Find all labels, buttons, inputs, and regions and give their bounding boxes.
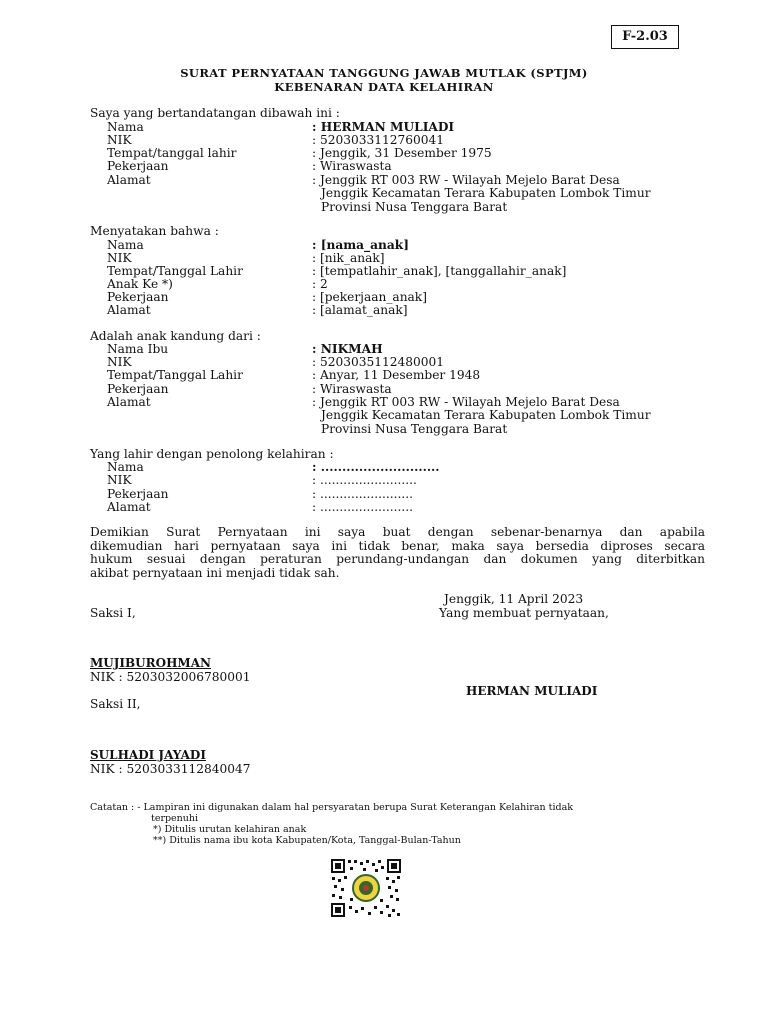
- field-label: Tempat/Tanggal Lahir: [107, 368, 243, 382]
- witness2-nik: NIK : 5203033112840047: [90, 762, 251, 776]
- field-label: Anak Ke *): [107, 277, 173, 291]
- field-label: Alamat: [107, 395, 151, 409]
- maker-label: Yang membuat pernyataan,: [439, 606, 609, 620]
- field-value: : HERMAN MULIADI: [312, 120, 455, 134]
- mother-address-cont: Jenggik Kecamatan Terara Kabupaten Lombok Timur: [321, 408, 651, 422]
- field-label: Alamat: [107, 303, 151, 317]
- closing-paragraph: [90, 526, 705, 580]
- field-value: : Jenggik RT 003 RW - Wilayah Mejelo Barat Desa: [312, 395, 620, 409]
- note-line: *) Ditulis urutan kelahiran anak: [153, 824, 307, 835]
- field-label: Alamat: [107, 500, 151, 514]
- statement-intro: Menyatakan bahwa :: [90, 224, 219, 238]
- field-value: : ........................: [312, 500, 413, 514]
- field-label: NIK: [107, 251, 132, 265]
- mother-address-cont: Provinsi Nusa Tenggara Barat: [321, 422, 508, 436]
- document-title: SURAT PERNYATAAN TANGGUNG JAWAB MUTLAK (SPTJM): [180, 66, 588, 80]
- closing-line: dikemudian hari pernyataan saya ini tidak benar, maka saya bersedia diproses secara: [90, 538, 705, 553]
- field-label: Nama Ibu: [107, 342, 169, 356]
- field-label: Nama: [107, 238, 144, 252]
- parent-intro: Adalah anak kandung dari :: [90, 329, 261, 343]
- place-date: Jenggik, 11 April 2023: [444, 592, 584, 606]
- witness1-nik: NIK : 5203032006780001: [90, 670, 251, 684]
- witness2-label: Saksi II,: [90, 697, 141, 711]
- field-label: Pekerjaan: [107, 290, 169, 304]
- form-code-box: F-2.03: [611, 25, 679, 49]
- closing-line: hukum sesuai dengan peraturan perundang-undangan dan dokumen yang diterbitkan: [90, 552, 705, 566]
- closing-line: akibat pernyataan ini menjadi tidak sah.: [90, 565, 340, 580]
- field-value: : 5203035112480001: [312, 355, 445, 369]
- field-label: Pekerjaan: [107, 159, 169, 173]
- field-label: NIK: [107, 355, 132, 369]
- helper-intro: Yang lahir dengan penolong kelahiran :: [90, 447, 334, 461]
- witness2-name: SULHADI JAYADI: [90, 748, 206, 762]
- witness1-name: MUJIBUROHMAN: [90, 656, 211, 670]
- field-value: : 2: [312, 277, 328, 291]
- field-value: : ............................: [312, 460, 440, 474]
- declarant-address-cont: Jenggik Kecamatan Terara Kabupaten Lombok Timur: [321, 186, 651, 200]
- note-line: **) Ditulis nama ibu kota Kabupaten/Kota, Tanggal-Bulan-Tahun: [153, 835, 461, 846]
- field-label: Alamat: [107, 173, 151, 187]
- field-value: : [alamat_anak]: [312, 303, 408, 317]
- qr-code-icon: [330, 858, 402, 918]
- field-value: : 5203033112760041: [312, 133, 445, 147]
- field-value: : .........................: [312, 473, 417, 487]
- field-label: Tempat/Tanggal Lahir: [107, 264, 243, 278]
- field-value: : [tempatlahir_anak], [tanggallahir_anak]: [312, 264, 567, 278]
- field-label: Nama: [107, 460, 144, 474]
- field-value: : Jenggik RT 003 RW - Wilayah Mejelo Barat Desa: [312, 173, 620, 187]
- declarant-address-cont: Provinsi Nusa Tenggara Barat: [321, 200, 508, 214]
- field-value: : Wiraswasta: [312, 159, 392, 173]
- document-subtitle: KEBENARAN DATA KELAHIRAN: [274, 80, 494, 94]
- field-label: Nama: [107, 120, 144, 134]
- field-value: : Wiraswasta: [312, 382, 392, 396]
- field-label: Pekerjaan: [107, 382, 169, 396]
- field-label: NIK: [107, 473, 132, 487]
- field-label: Pekerjaan: [107, 487, 169, 501]
- field-label: NIK: [107, 133, 132, 147]
- field-label: Tempat/tanggal lahir: [107, 146, 237, 160]
- field-value: : [pekerjaan_anak]: [312, 290, 427, 304]
- witness1-label: Saksi I,: [90, 606, 136, 620]
- field-value: : [nama_anak]: [312, 238, 410, 252]
- field-value: : [nik_anak]: [312, 251, 385, 265]
- field-value: : Anyar, 11 Desember 1948: [312, 368, 481, 382]
- note-line: Catatan : - Lampiran ini digunakan dalam hal persyaratan berupa Surat Keterangan Kelahiran tidak: [90, 802, 574, 813]
- intro-text: Saya yang bertandatangan dibawah ini :: [90, 106, 340, 120]
- note-line: terpenuhi: [151, 813, 199, 824]
- field-value: : NIKMAH: [312, 342, 383, 356]
- maker-name: HERMAN MULIADI: [466, 684, 598, 698]
- field-value: : Jenggik, 31 Desember 1975: [312, 146, 492, 160]
- field-value: : ........................: [312, 487, 413, 501]
- closing-line: Demikian Surat Pernyataan ini saya buat dengan sebenar-benarnya dan apabila: [90, 525, 705, 539]
